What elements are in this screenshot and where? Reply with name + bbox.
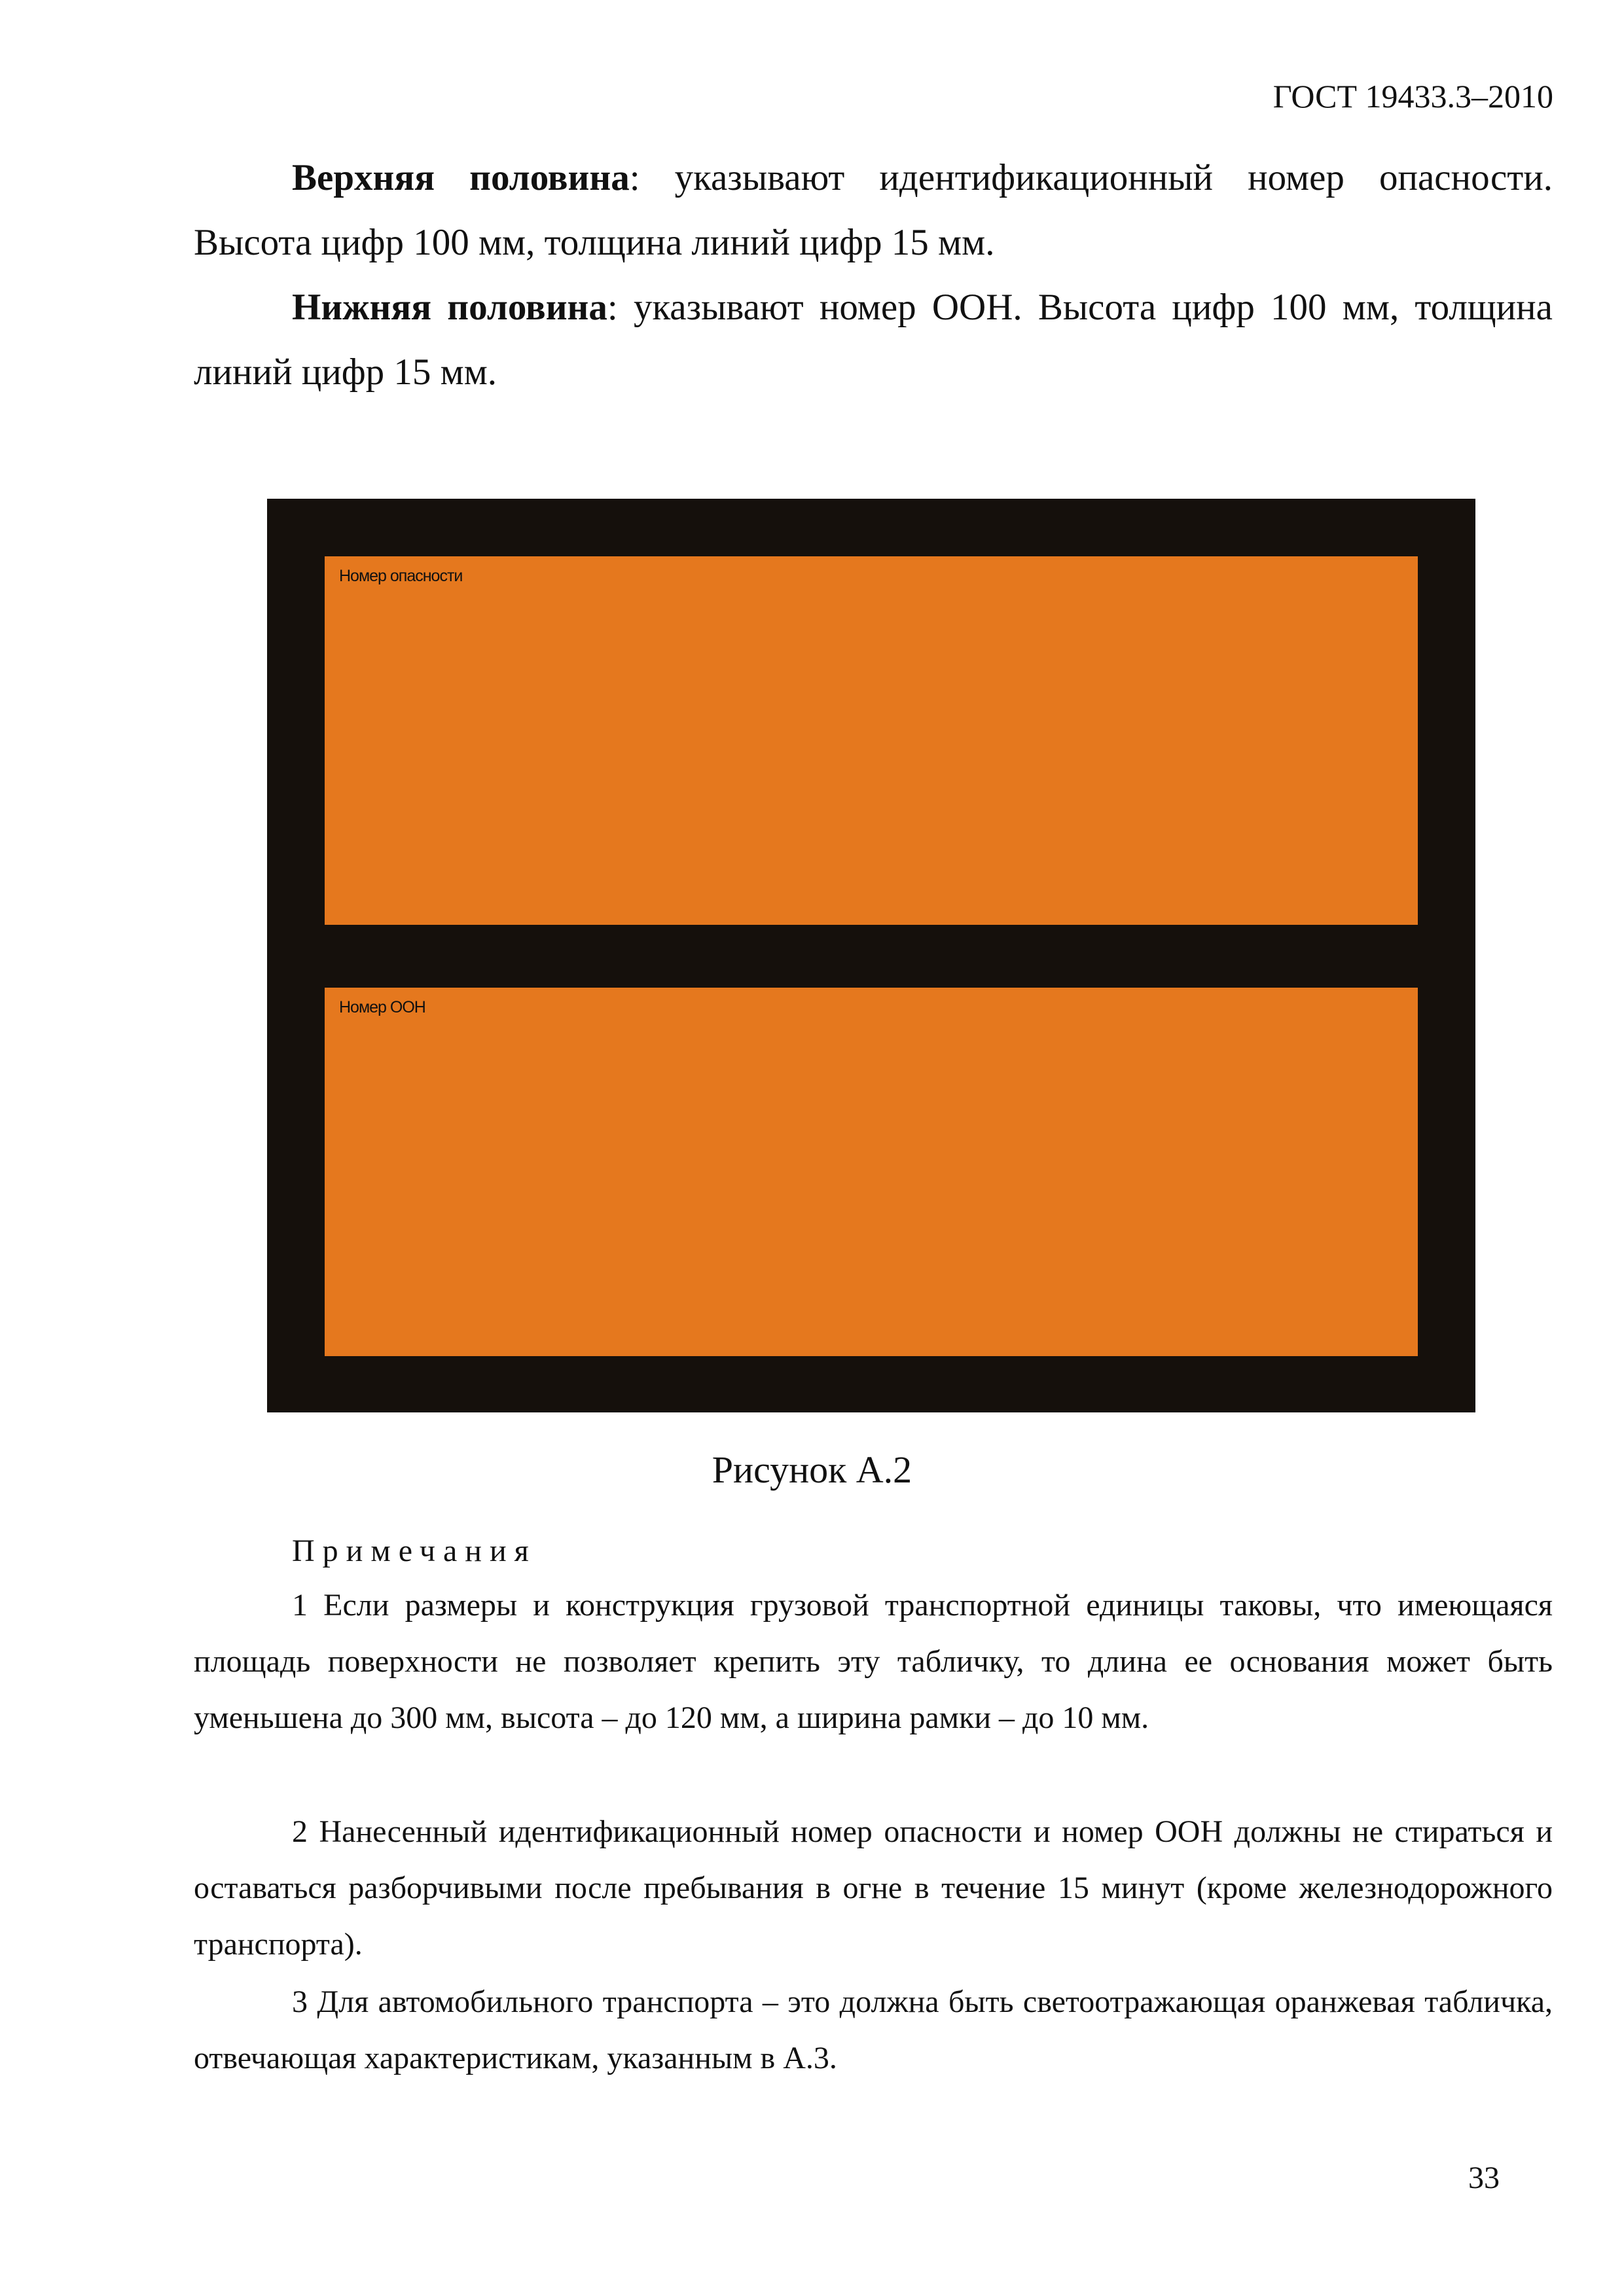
notes-title: Примечания <box>292 1534 537 1568</box>
paragraph-lower-half <box>194 275 1553 404</box>
label-hazard-number: Номер опасности <box>339 567 463 585</box>
term-upper-half: Верхняя половина <box>292 157 630 198</box>
panel-un-number <box>325 988 1418 1356</box>
document-header: ГОСТ 19433.3–2010 <box>1272 78 1553 115</box>
paragraph-upper-half <box>194 145 1553 275</box>
note-2: 2 Нанесенный идентификационный номер опасности и номер ООН должны не стираться и оставаться разборчивыми после пребывания в огне в течение 15 минут (кроме железнодорожного транспорта). <box>194 1814 1553 1962</box>
orange-plate-figure <box>267 499 1475 1412</box>
note-1: 1 Если размеры и конструкция грузовой транспортной единицы таковы, что имеющаяся площадь поверхности не позволяет крепить эту табличку, то длина ее основания может быть уменьшена до 300 мм, высота – до 120 мм, а ширина рамки – до 10 мм. <box>194 1588 1553 1735</box>
paragraph-upper-half-text: : указывают идентификационный номер опасности. Высота цифр 100 мм, толщина линий цифр 15 мм. <box>194 157 1553 263</box>
page-number: 33 <box>1468 2161 1500 2195</box>
figure-caption: Рисунок А.2 <box>712 1448 912 1491</box>
paragraph-lower-half-text: : указывают номер ООН. Высота цифр 100 мм, толщина линий цифр 15 мм. <box>194 287 1553 393</box>
term-lower-half: Нижняя половина <box>292 287 607 328</box>
note-3: 3 Для автомобильного транспорта – это должна быть светоотражающая оранжевая табличка, отвечающая характеристикам, указанным в А.3. <box>194 1984 1553 2075</box>
panel-hazard-number <box>325 556 1418 925</box>
label-un-number: Номер ООН <box>339 998 425 1016</box>
